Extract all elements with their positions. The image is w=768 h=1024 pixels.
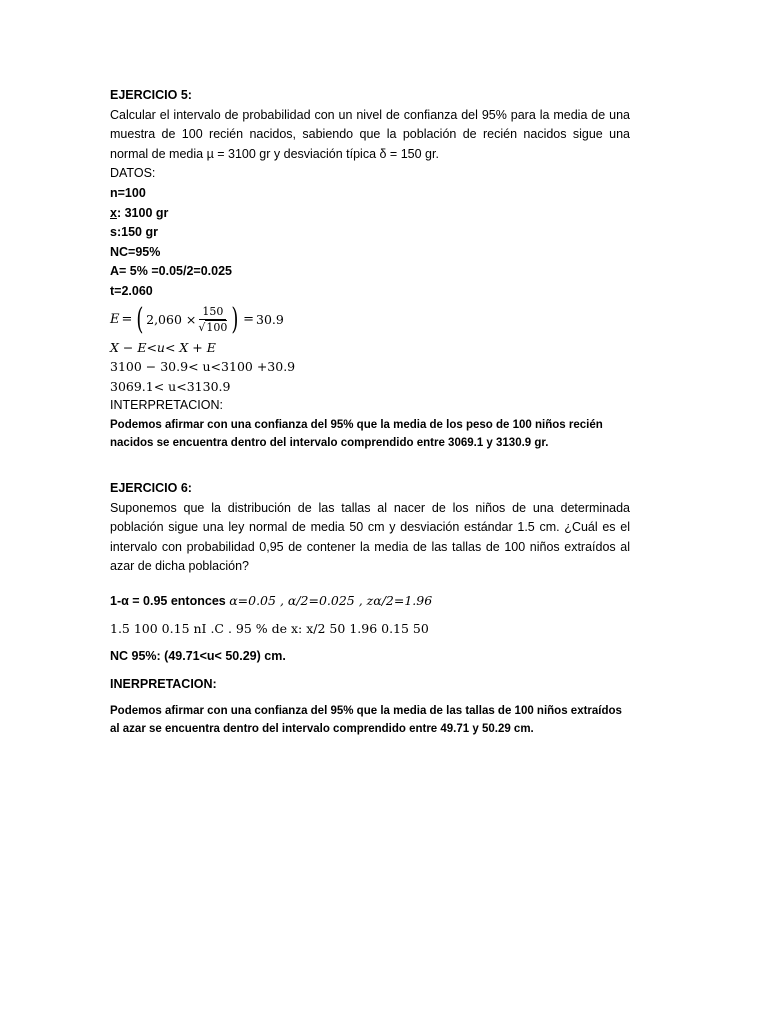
alpha-line-math: α=0.05 , α/2=0.025 , zα/2=1.96: [229, 592, 433, 608]
formula-fraction: [198, 305, 227, 335]
sqrt-icon: √: [198, 320, 206, 334]
nc-interval-line: NC 95%: (49.71<u< 50.29) cm.: [110, 649, 286, 664]
inequality-3: 3069.1< u<3130.9: [110, 378, 231, 394]
formula-equals-2: =: [243, 312, 254, 328]
interpretation-6-label: INERPRETACION:: [110, 676, 217, 691]
document-body: [110, 86, 630, 738]
interpretation-5-text: Podemos afirmar con una confianza del 95% que la media de los peso de 100 niños recién nacidos se encuentra dentro del intervalo comprendido entre 3069.1 y 3130.9 gr.: [110, 418, 603, 449]
datos-s: s:150 gr: [110, 225, 158, 240]
interpretation-5-label: INTERPRETACION:: [110, 398, 223, 413]
inequality-1: X − E<u< X + E: [110, 339, 216, 355]
right-paren: ): [231, 301, 239, 337]
error-formula: [110, 302, 630, 338]
formula-denominator: 100: [206, 320, 228, 334]
exercise-6-statement: Suponemos que la distribución de las tallas al nacer de los niños de una determinada población sigue una ley normal de media 50 cm y desviación estándar 1.5 cm. ¿Cuál es el intervalo con probabilidad 0,95 de contener la media de las tallas de 100 niños extraídos al azar de dicha población?: [110, 500, 630, 574]
datos-x: [110, 204, 630, 224]
exercise-5-statement: Calcular el intervalo de probabilidad con un nivel de confianza del 95% para la media de una muestra de 100 recién nacidos, sabiendo que la población de recién nacidos sigue una normal de media µ = 3100 gr y desviación típica δ = 150 gr.: [110, 107, 630, 161]
interpretation-6-text: Podemos afirmar con una confianza del 95% que la media de las tallas de 100 niños extraídos al azar se encuentra dentro del intervalo comprendido entre 49.71 y 50.29 cm.: [110, 705, 622, 736]
formula-denominator-row: [198, 320, 227, 335]
left-paren: (: [136, 301, 144, 337]
exercise-6-title: EJERCICIO 6:: [110, 480, 192, 495]
section-spacer: [110, 452, 630, 479]
datos-a: A= 5% =0.05/2=0.025: [110, 264, 232, 279]
garbled-formula-line: 1.5 100 0.15 nI .C . 95 % de x: x/2 50 1.96 0.15 50: [110, 621, 429, 637]
datos-nc: NC=95%: [110, 244, 161, 259]
formula-lhs: E: [110, 312, 120, 328]
datos-label: DATOS:: [110, 166, 156, 181]
formula-result: 30.9: [256, 311, 284, 327]
datos-x-value: : 3100 gr: [116, 205, 169, 220]
formula-equals-1: =: [121, 312, 133, 328]
formula-numerator: 150: [199, 305, 226, 320]
datos-n: n=100: [110, 185, 146, 200]
inequality-2: 3100 − 30.9< u<3100 +30.9: [110, 359, 296, 375]
formula-coefficient: 2,060 ×: [146, 311, 197, 327]
exercise-5-title: EJERCICIO 5:: [110, 88, 192, 102]
alpha-line-bold: 1-α = 0.95 entonces: [110, 593, 226, 608]
alpha-line: [110, 591, 630, 612]
datos-t: t=2.060: [110, 283, 153, 298]
x-bar-symbol: x: [110, 205, 117, 220]
